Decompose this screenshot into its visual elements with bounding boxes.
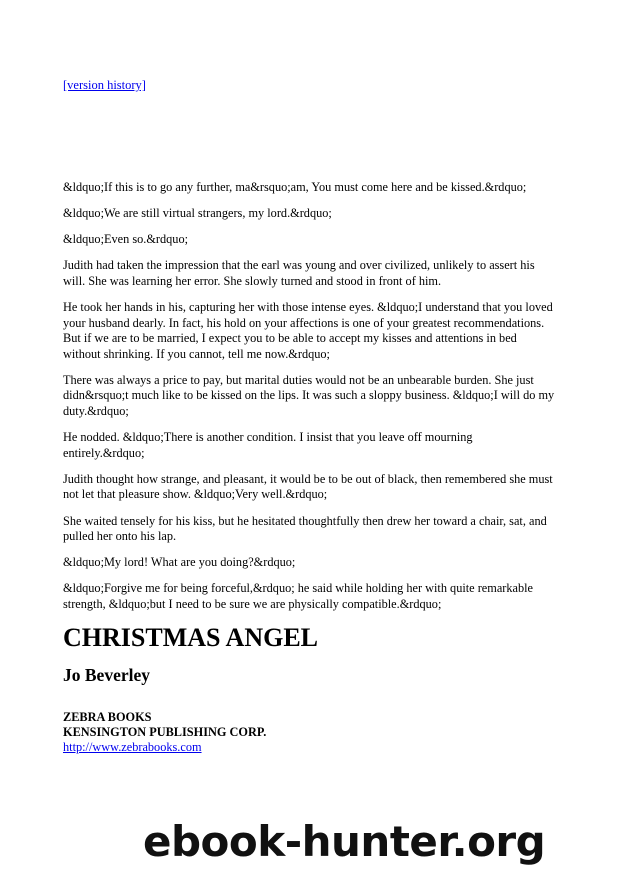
story-paragraph-6: There was always a price to pay, but marital duties would not be an unbearable burden. She just didn&rsquo;t much like to be kissed on the lips. It was such a sloppy business. &ldquo;I will do my duty.&rdquo; bbox=[63, 372, 555, 419]
story-paragraph-8: Judith thought how strange, and pleasant, it would be to be out of black, then remembered she must not let that pleasure show. &ldquo;Very well.&rdquo; bbox=[63, 471, 553, 502]
site-watermark: ebook-hunter.org bbox=[143, 817, 546, 866]
story-paragraph-2: &ldquo;We are still virtual strangers, my lord.&rdquo; bbox=[63, 206, 332, 221]
story-paragraph-7: He nodded. &ldquo;There is another condition. I insist that you leave off mourning entirely.&rdquo; bbox=[63, 430, 473, 460]
story-paragraph-5: He took her hands in his, capturing her with those intense eyes. &ldquo;I understand that you loved your husband dearly. In fact, his hold on your affections is one of your greatest recommendations. But if we are to be married, I expect you to be able to accept my kisses and attentions in bed without shrinking. If you cannot, tell me now.&rdquo; bbox=[63, 299, 553, 361]
story-paragraph-4: Judith had taken the impression that the earl was young and over civilized, unlikely to assert his will. She was learning her error. She slowly turned and stood in front of him. bbox=[63, 258, 535, 288]
publisher-corporation: KENSINGTON PUBLISHING CORP. bbox=[63, 725, 267, 740]
version-history-link[interactable]: [version history] bbox=[63, 78, 146, 92]
publisher-imprint: ZEBRA BOOKS bbox=[63, 710, 152, 724]
book-title: CHRISTMAS ANGEL bbox=[63, 623, 318, 652]
story-paragraph-9: She waited tensely for his kiss, but he hesitated thoughtfully then drew her toward a chair, sat, and pulled her onto his lap. bbox=[63, 513, 547, 544]
story-excerpt bbox=[63, 180, 555, 623]
publisher-block bbox=[63, 710, 266, 756]
publisher-website-link[interactable]: http://www.zebrabooks.com bbox=[63, 740, 202, 755]
story-paragraph-1: &ldquo;If this is to go any further, ma&rsquo;am, You must come here and be kissed.&rdquo; bbox=[63, 180, 527, 194]
story-paragraph-10: &ldquo;My lord! What are you doing?&rdquo; bbox=[63, 555, 296, 570]
story-paragraph-11: &ldquo;Forgive me for being forceful,&rdquo; he said while holding her with quite remarkable strength, &ldquo;but I need to be sure we are physically compatible.&rdquo; bbox=[63, 581, 534, 611]
book-author: Jo Beverley bbox=[63, 665, 150, 685]
story-paragraph-3: &ldquo;Even so.&rdquo; bbox=[63, 232, 189, 247]
